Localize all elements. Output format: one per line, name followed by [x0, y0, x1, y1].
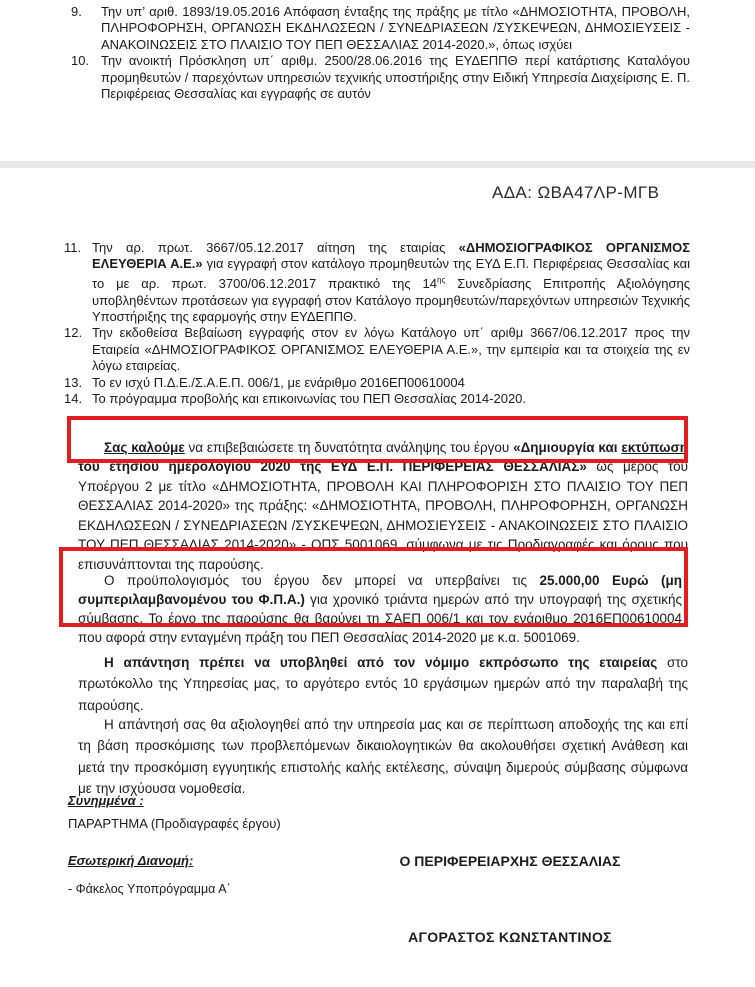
list-item-number: 9.: [71, 4, 82, 19]
internal-distribution-item: - Φάκελος Υποπρόγραμμα Α΄: [68, 882, 231, 896]
ada-code: ΑΔΑ: ΩΒΑ47ΛΡ-ΜΓΒ: [492, 183, 660, 202]
list-item-number: 11.: [64, 240, 82, 255]
list-item-number: 13.: [64, 374, 83, 390]
list-item-number: 10.: [71, 53, 90, 69]
invitation-paragraph: Σας καλούμε να επιβεβαιώσετε τη δυνατότητα ανάληψης του έργου «Δημιουργία και εκτύπωση του ετησίου ημερολογίου 2020 της ΕΥΔ Ε.Π. ΠΕΡΙΦΕΡΕΙΑΣ ΘΕΣΣΑΛΙΑΣ» ως μέρος του Υποέργου 2 με τίτλο «ΔΗΜΟΣΙΟΤΗΤΑ, ΠΡΟΒΟΛΗ ΚΑΙ ΠΛΗΡΟΦΟΡΙΣΗ ΣΤΟ ΠΛΑΙΣΙΟ ΤΟΥ ΠΕΠ ΘΕΣΣΑΛΙΑΣ 2014-2020» της πράξης: «ΔΗΜΟΣΙΟΤΗΤΑ, ΠΡΟΒΟΛΗ, ΠΛΗΡΟΦΟΡΗΣΗ, ΟΡΓΑΝΩΣΗ ΕΚΔΗΛΩΣΕΩΝ / ΣΥΝΕΔΡΙΑΣΕΩΝ /ΣΥΣΚΕΨΕΩΝ, ΔΗΜΟΣΙΕΥΣΕΙΣ - ΑΝΑΚΟΙΝΩΣΕΙΣ ΣΤΟ ΠΛΑΙΣΙΟ ΤΟΥ ΠΕΠ ΘΕΣΣΑΛΙΑΣ 2014-2020» - ΟΠΣ 5001069, σύμφωνα με τις Προδιαγραφές και όρους που επισυνάπτονται της παρούσης.: [78, 439, 688, 572]
list-item-text: Την εκδοθείσα Βεβαίωση εγγραφής στον εν λόγω Κατάλογο υπ΄ αριθμ 3667/06.12.2017 προς την Εταιρεία «ΔΗΜΟΣΙΟΓΡΑΦΙΚΟΣ ΟΡΓΑΝΙΣΜΟΣ ΕΛΕΥΘΕΡΙΑ Α.Ε.», την εμπειρία και τα στοιχεία της εν λόγω εταιρείας.: [92, 325, 690, 374]
attachments-item: ΠΑΡΑΡΤΗΜΑ (Προδιαγραφές έργου): [68, 816, 281, 831]
list-item-number: 12.: [64, 325, 83, 341]
list-item-text: Την ανοικτή Πρόσκληση υπ΄ αριθμ. 2500/28.06.2016 της ΕΥΔΕΠΠΘ περί κατάρτισης Καταλόγου προμηθευτών / παρεχόντων υπηρεσιών τεχνικής υποστήριξης στην Ειδική Υπηρεσία Διαχείρισης Ε. Π. Περιφέρειας Θεσσαλίας και εγγραφής σε αυτόν: [101, 53, 690, 102]
signer-name: ΑΓΟΡΑΣΤΟΣ ΚΩΝΣΤΑΝΤΙΝΟΣ: [408, 929, 612, 945]
reference-list: [64, 240, 690, 407]
attachments-heading: Συνημμένα :: [68, 793, 144, 808]
budget-paragraph: Ο προϋπολογισμός του έργου δεν μπορεί να υπερβαίνει τις 25.000,00 Ευρώ (μη συμπεριλαμβανομένου του Φ.Π.Α.) για χρονικό τριάντα ημερών από την υπογραφή της σχετικής σύμβασης. Το έργο της παρούσης θα βαρύνει τη ΣΑΕΠ 006/1 και τον ενάριθμο 2016ΕΠ00610004 που αφορά στην ενταγμένη πράξη του ΠΕΠ Θεσσαλίας 2014-2020 με κ.α. 5001069.: [78, 572, 682, 645]
list-item: [64, 325, 690, 374]
list-item-number: 14.: [64, 390, 83, 406]
response-deadline-paragraph: Η απάντηση πρέπει να υποβληθεί από τον νόμιμο εκπρόσωπο της εταιρείας στο πρωτόκολλο της Υπηρεσίας μας, το αργότερο εντός 10 εργάσιμων ημερών από την παραλαβή της παρούσης.: [78, 654, 688, 713]
list-item: [64, 375, 690, 391]
internal-distribution-heading: Εσωτερική Διανομή:: [68, 853, 194, 868]
list-item: [71, 53, 690, 102]
list-item: [64, 240, 690, 325]
list-item: [64, 391, 690, 407]
list-item-text: Το πρόγραμμα προβολής και επικοινωνίας του ΠΕΠ Θεσσαλίας 2014-2020.: [92, 390, 527, 406]
list-item: [71, 4, 690, 53]
signer-title: Ο ΠΕΡΙΦΕΡΕΙΑΡΧΗΣ ΘΕΣΣΑΛΙΑΣ: [399, 853, 621, 869]
evaluation-paragraph: Η απάντησή σας θα αξιολογηθεί από την υπηρεσία μας και σε περίπτωση αποδοχής της και επί τη βάση προσκόμισης των προβλεπόμενων δικαιολογητικών θα ακολουθήσει σχετική Ανάθεση και μετά την προσκόμιση εγγυητικής επιστολής καλής εκτέλεσης, σύναψη διμερούς σύμβασης σύμφωνα με την ισχύουσα νομοθεσία.: [78, 716, 688, 796]
page-separator-band: [0, 161, 755, 168]
list-item-text: Την υπ’ αριθ. 1893/19.05.2016 Απόφαση ένταξης της πράξης με τίτλο «ΔΗΜΟΣΙΟΤΗΤΑ, ΠΡΟΒΟΛΗ, ΠΛΗΡΟΦΟΡΗΣΗ, ΟΡΓΑΝΩΣΗ ΕΚΔΗΛΩΣΕΩΝ / ΣΥΝΕΔΡΙΑΣΕΩΝ /ΣΥΣΚΕΨΕΩΝ, ΔΗΜΟΣΙΕΥΣΕΙΣ - ΑΝΑΚΟΙΝΩΣΕΙΣ ΣΤΟ ΠΛΑΙΣΙΟ ΤΟΥ ΠΕΠ ΘΕΣΣΑΛΙΑΣ 2014-2020.», όπως ισχύει: [101, 4, 690, 52]
list-item-text: Το εν ισχύ Π.Δ.Ε./Σ.Α.Ε.Π. 006/1, με ενάριθμο 2016ΕΠ00610004: [92, 374, 465, 390]
reference-list-previous-page: [71, 4, 690, 102]
list-item-text: Την αρ. πρωτ. 3667/05.12.2017 αίτηση της εταιρίας «ΔΗΜΟΣΙΟΓΡΑΦΙΚΟΣ ΟΡΓΑΝΙΣΜΟΣ ΕΛΕΥΘΕΡΙΑ Α.Ε.» για εγγραφή στον κατάλογο προμηθευτών της ΕΥΔ Ε.Π. Περιφέρειας Θεσσαλίας και το με αρ. πρωτ. 3700/06.12.2017 πρακτικό της $14^{\eta\varsigma}$ Συνεδρίασης Επιτροπής Αξιολόγησης υποβληθέντων προτάσεων για εγγραφή στον Κατάλογο προμηθευτών/παρεχόντων υπηρεσιών Τεχνικής Υποστήριξης της εφαρμογής στην ΕΥΔΕΠΠΘ.: [92, 240, 690, 324]
